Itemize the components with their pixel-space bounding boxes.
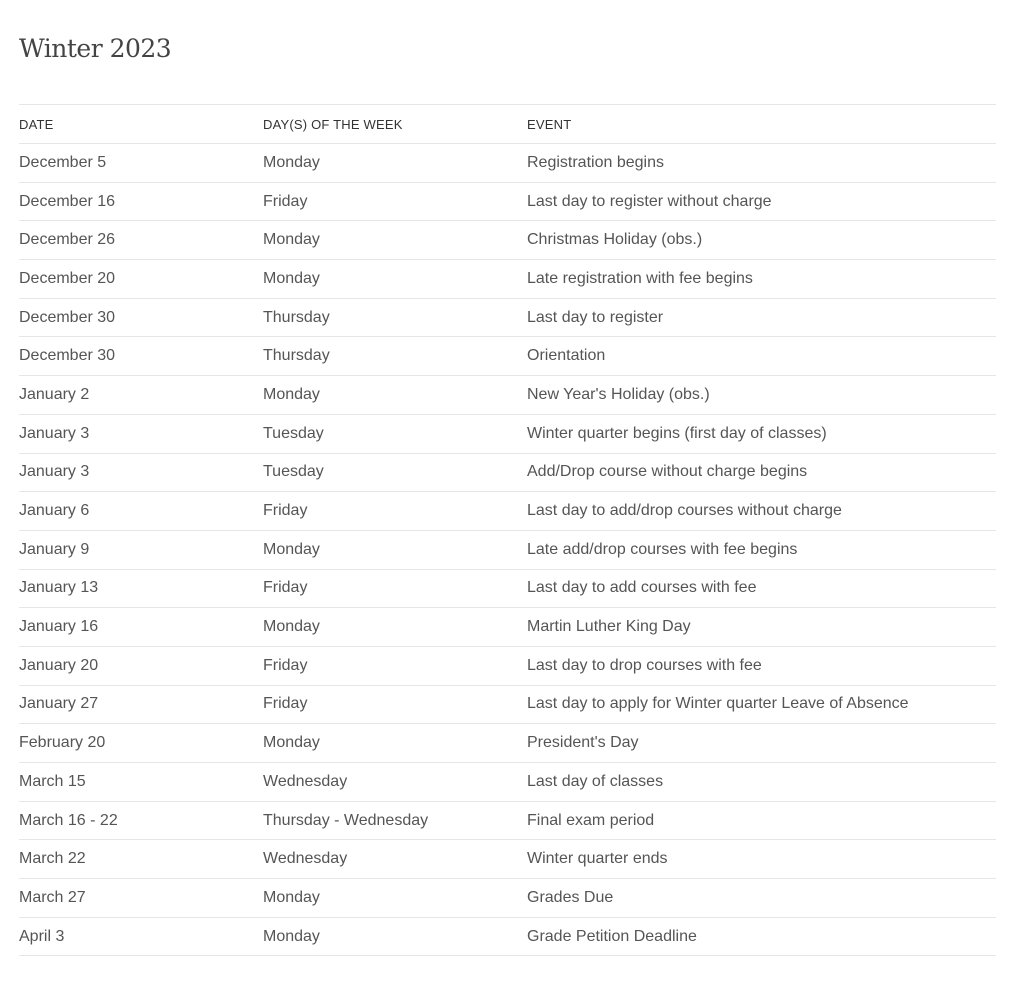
event-cell: Grades Due (527, 879, 996, 918)
table-header-row (19, 105, 996, 144)
event-cell: Last day to register (527, 298, 996, 337)
event-cell: Last day to apply for Winter quarter Leave of Absence (527, 685, 996, 724)
table-row (19, 376, 996, 415)
table-row (19, 492, 996, 531)
date-cell: January 6 (19, 492, 263, 531)
event-cell: Orientation (527, 337, 996, 376)
table-row (19, 144, 996, 183)
column-header-event: EVENT (527, 105, 996, 144)
table-row (19, 298, 996, 337)
event-cell: Late registration with fee begins (527, 260, 996, 299)
event-cell: Martin Luther King Day (527, 608, 996, 647)
date-cell: December 16 (19, 182, 263, 221)
table-row (19, 260, 996, 299)
table-row (19, 840, 996, 879)
event-cell: New Year's Holiday (obs.) (527, 376, 996, 415)
day-cell: Thursday - Wednesday (263, 801, 527, 840)
date-cell: January 27 (19, 685, 263, 724)
event-cell: Last day of classes (527, 763, 996, 802)
table-row (19, 763, 996, 802)
date-cell: January 13 (19, 569, 263, 608)
date-cell: December 30 (19, 298, 263, 337)
day-cell: Friday (263, 492, 527, 531)
day-cell: Monday (263, 879, 527, 918)
table-row (19, 608, 996, 647)
day-cell: Friday (263, 569, 527, 608)
table-row (19, 530, 996, 569)
table-row (19, 453, 996, 492)
date-cell: January 3 (19, 414, 263, 453)
table-row (19, 917, 996, 956)
day-cell: Tuesday (263, 453, 527, 492)
event-cell: Last day to add/drop courses without charge (527, 492, 996, 531)
day-cell: Monday (263, 530, 527, 569)
column-header-date: DATE (19, 105, 263, 144)
table-row (19, 182, 996, 221)
day-cell: Monday (263, 917, 527, 956)
table-row (19, 569, 996, 608)
date-cell: March 27 (19, 879, 263, 918)
day-cell: Wednesday (263, 840, 527, 879)
table-row (19, 414, 996, 453)
table-row (19, 685, 996, 724)
page-title: Winter 2023 (19, 34, 172, 63)
day-cell: Friday (263, 646, 527, 685)
table-row (19, 646, 996, 685)
event-cell: Late add/drop courses with fee begins (527, 530, 996, 569)
date-cell: March 16 - 22 (19, 801, 263, 840)
day-cell: Thursday (263, 337, 527, 376)
table-row (19, 221, 996, 260)
date-cell: February 20 (19, 724, 263, 763)
day-cell: Thursday (263, 298, 527, 337)
date-cell: December 5 (19, 144, 263, 183)
event-cell: Final exam period (527, 801, 996, 840)
date-cell: December 30 (19, 337, 263, 376)
event-cell: Last day to add courses with fee (527, 569, 996, 608)
event-cell: Winter quarter ends (527, 840, 996, 879)
date-cell: April 3 (19, 917, 263, 956)
day-cell: Monday (263, 221, 527, 260)
table-row (19, 879, 996, 918)
date-cell: January 20 (19, 646, 263, 685)
event-cell: Registration begins (527, 144, 996, 183)
event-cell: Last day to register without charge (527, 182, 996, 221)
day-cell: Friday (263, 685, 527, 724)
day-cell: Tuesday (263, 414, 527, 453)
event-cell: Winter quarter begins (first day of classes) (527, 414, 996, 453)
event-cell: President's Day (527, 724, 996, 763)
table-row (19, 724, 996, 763)
event-cell: Christmas Holiday (obs.) (527, 221, 996, 260)
event-cell: Add/Drop course without charge begins (527, 453, 996, 492)
date-cell: January 2 (19, 376, 263, 415)
day-cell: Monday (263, 144, 527, 183)
column-header-days: DAY(S) OF THE WEEK (263, 105, 527, 144)
date-cell: January 16 (19, 608, 263, 647)
date-cell: January 9 (19, 530, 263, 569)
table-row (19, 337, 996, 376)
date-cell: December 26 (19, 221, 263, 260)
day-cell: Monday (263, 376, 527, 415)
day-cell: Monday (263, 608, 527, 647)
academic-calendar-table (19, 104, 996, 956)
day-cell: Monday (263, 724, 527, 763)
date-cell: March 15 (19, 763, 263, 802)
table-row (19, 801, 996, 840)
date-cell: March 22 (19, 840, 263, 879)
day-cell: Wednesday (263, 763, 527, 802)
day-cell: Monday (263, 260, 527, 299)
event-cell: Grade Petition Deadline (527, 917, 996, 956)
date-cell: January 3 (19, 453, 263, 492)
day-cell: Friday (263, 182, 527, 221)
event-cell: Last day to drop courses with fee (527, 646, 996, 685)
date-cell: December 20 (19, 260, 263, 299)
